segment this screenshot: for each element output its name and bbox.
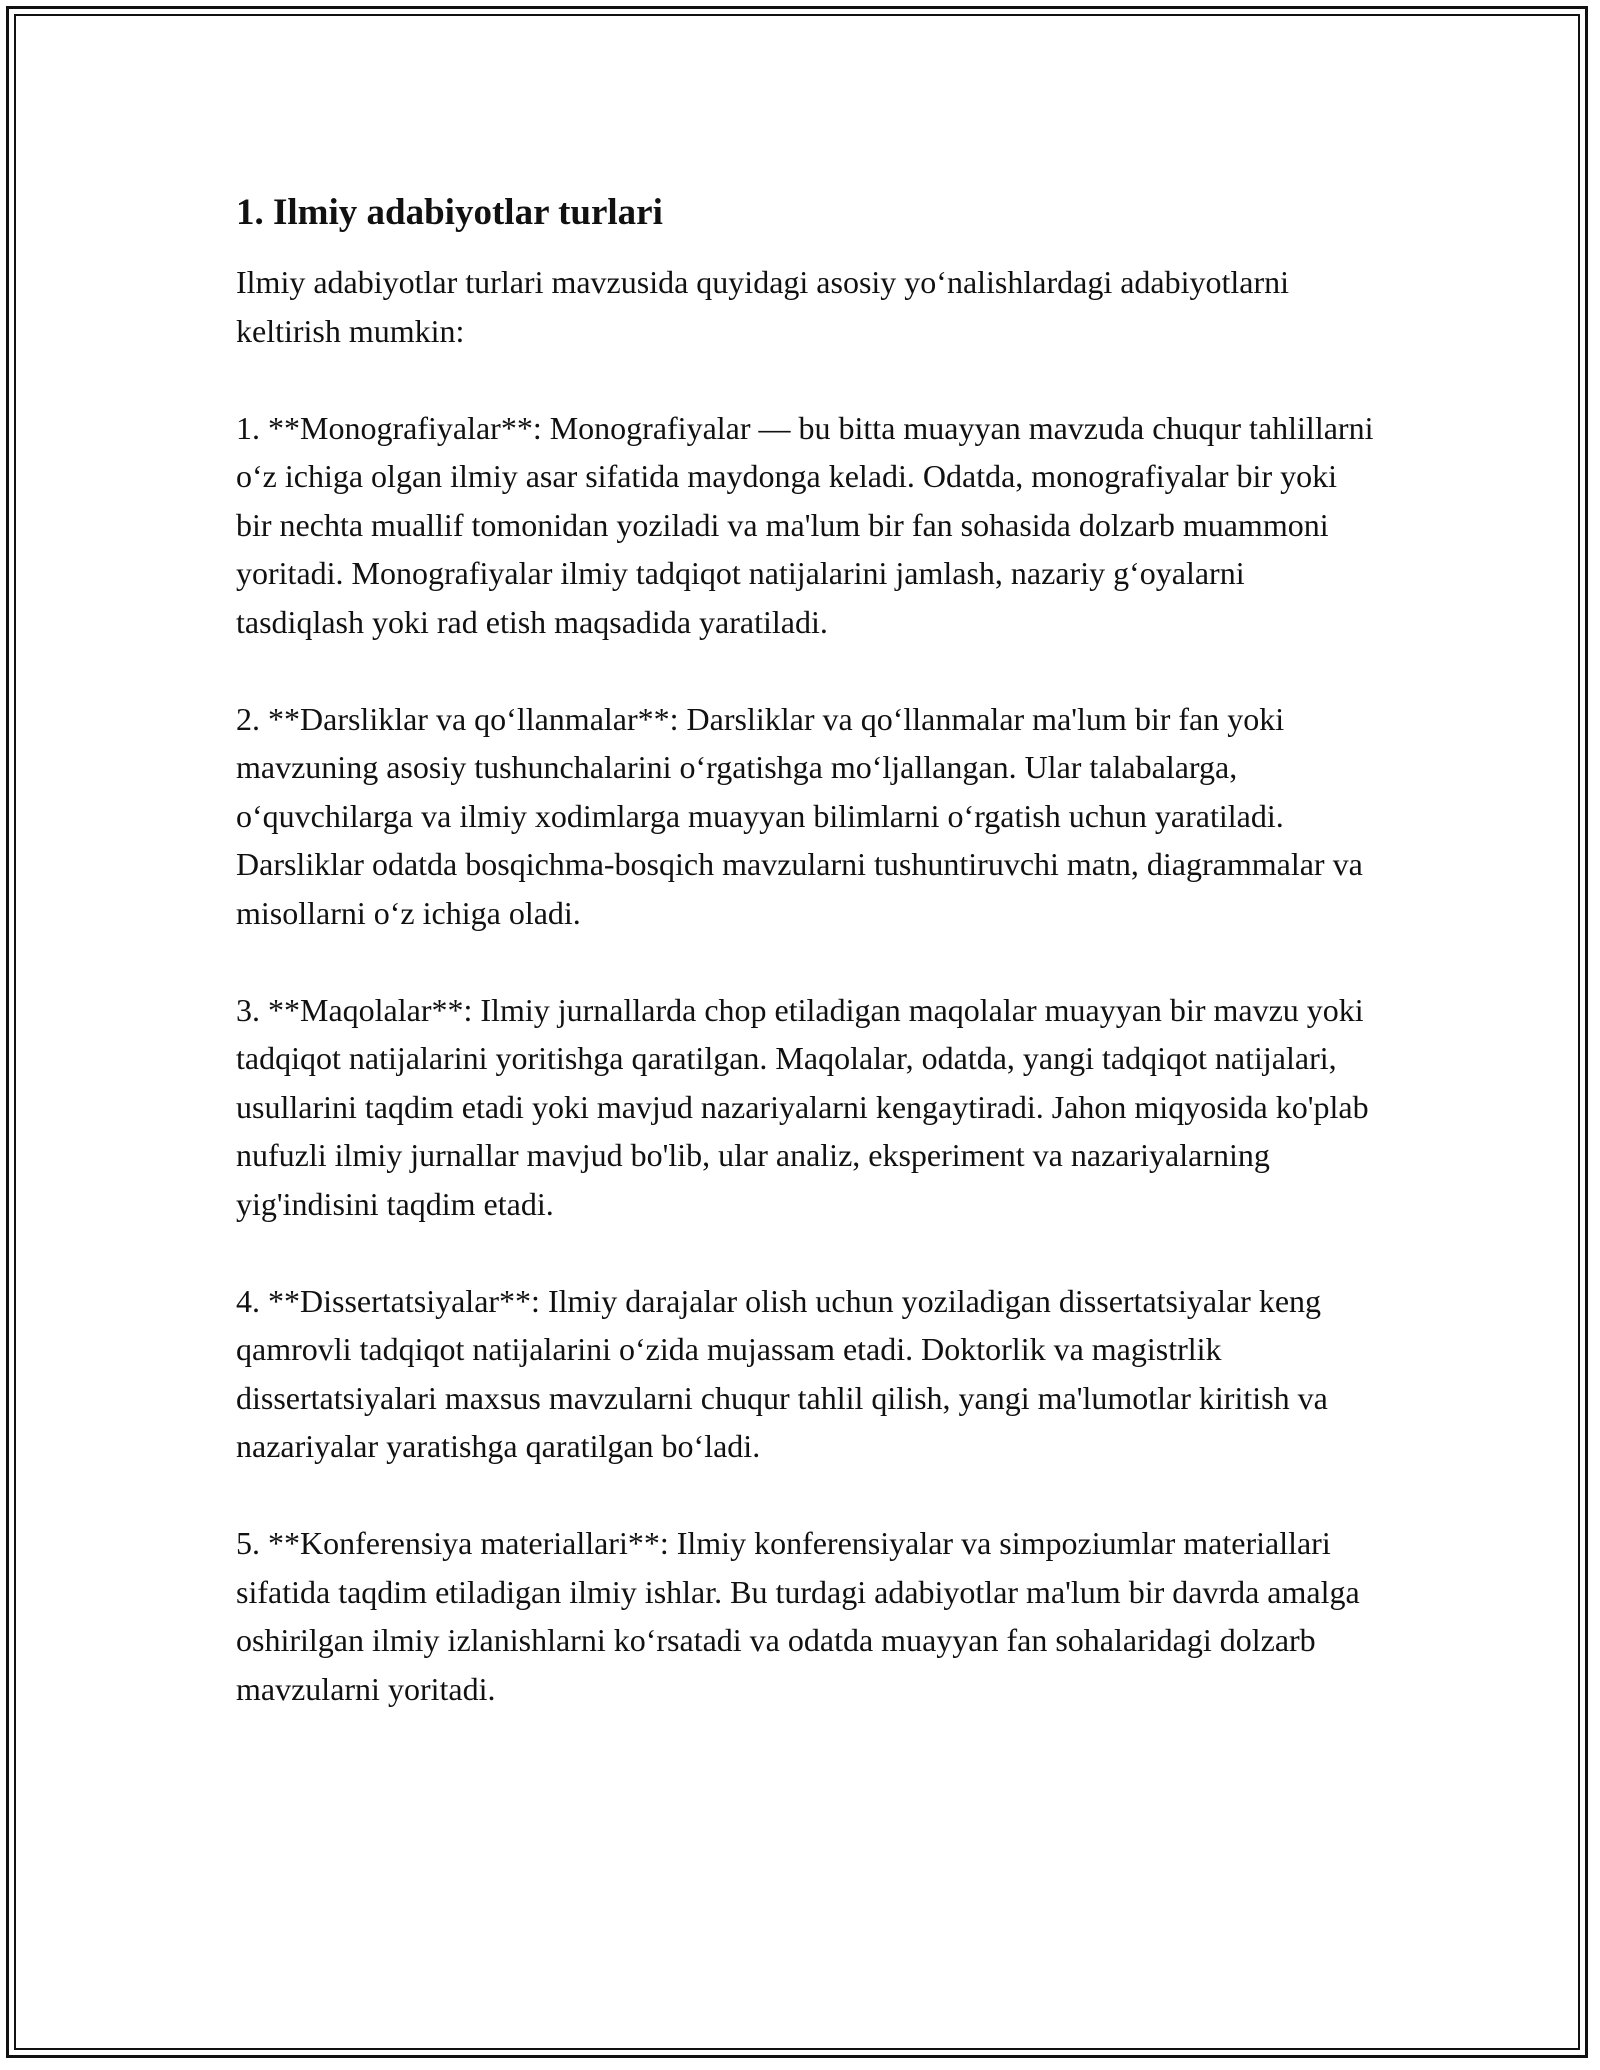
document-body xyxy=(236,190,1376,1762)
paragraph-dissertatsiyalar: 4. **Dissertatsiyalar**: Ilmiy darajalar olish uchun yoziladigan dissertatsiyalar keng qamrovli tadqiqot natijalarini o‘zida mujassam etadi. Doktorlik va magistrlik dissertatsiyalari maxsus mavzularni chuqur tahlil qilish, yangi ma'lumotlar kiritish va nazariyalar yaratishga qaratilgan bo‘ladi. xyxy=(236,1282,1328,1464)
section-heading: 1. Ilmiy adabiyotlar turlari xyxy=(236,192,663,233)
intro-paragraph: Ilmiy adabiyotlar turlari mavzusida quyidagi asosiy yo‘nalishlardagi adabiyotlarni keltirish mumkin: xyxy=(236,264,1290,349)
paragraph-monografiyalar: 1. **Monografiyalar**: Monografiyalar — bu bitta muayyan mavzuda chuqur tahlillarni o‘z ichiga olgan ilmiy asar sifatida maydonga keladi. Odatda, monografiyalar bir yoki bir nechta muallif tomonidan yoziladi va ma'lum bir fan sohasida dolzarb muammoni yoritadi. Monografiyalar ilmiy tadqiqot natijalarini jamlash, nazariy g‘oyalarni tasdiqlash yoki rad etish maqsadida yaratiladi. xyxy=(236,409,1374,640)
paragraph-konferensiya: 5. **Konferensiya materiallari**: Ilmiy konferensiyalar va simpoziumlar materiallari sifatida taqdim etiladigan ilmiy ishlar. Bu turdagi adabiyotlar ma'lum bir davrda amalga oshirilgan ilmiy izlanishlarni ko‘rsatadi va odatda muayyan fan sohalaridagi dolzarb mavzularni yoritadi. xyxy=(236,1525,1360,1707)
paragraph-maqolalar: 3. **Maqolalar**: Ilmiy jurnallarda chop etiladigan maqolalar muayyan bir mavzu yoki tadqiqot natijalarini yoritishga qaratilgan. Maqolalar, odatda, yangi tadqiqot natijalari, usullarini taqdim etadi yoki mavjud nazariyalarni kengaytiradi. Jahon miqyosida ko'plab nufuzli ilmiy jurnallar mavjud bo'lib, ular analiz, eksperiment va nazariyalarning yig'indisini taqdim etadi. xyxy=(236,991,1369,1222)
paragraph-darsliklar: 2. **Darsliklar va qo‘llanmalar**: Darsliklar va qo‘llanmalar ma'lum bir fan yoki mavzuning asosiy tushunchalarini o‘rgatishga mo‘ljallangan. Ular talabalarga, o‘quvchilarga va ilmiy xodimlarga muayyan bilimlarni o‘rgatish uchun yaratiladi. Darsliklar odatda bosqichma-bosqich mavzularni tushuntiruvchi matn, diagrammalar va misollarni o‘z ichiga oladi. xyxy=(236,700,1363,931)
